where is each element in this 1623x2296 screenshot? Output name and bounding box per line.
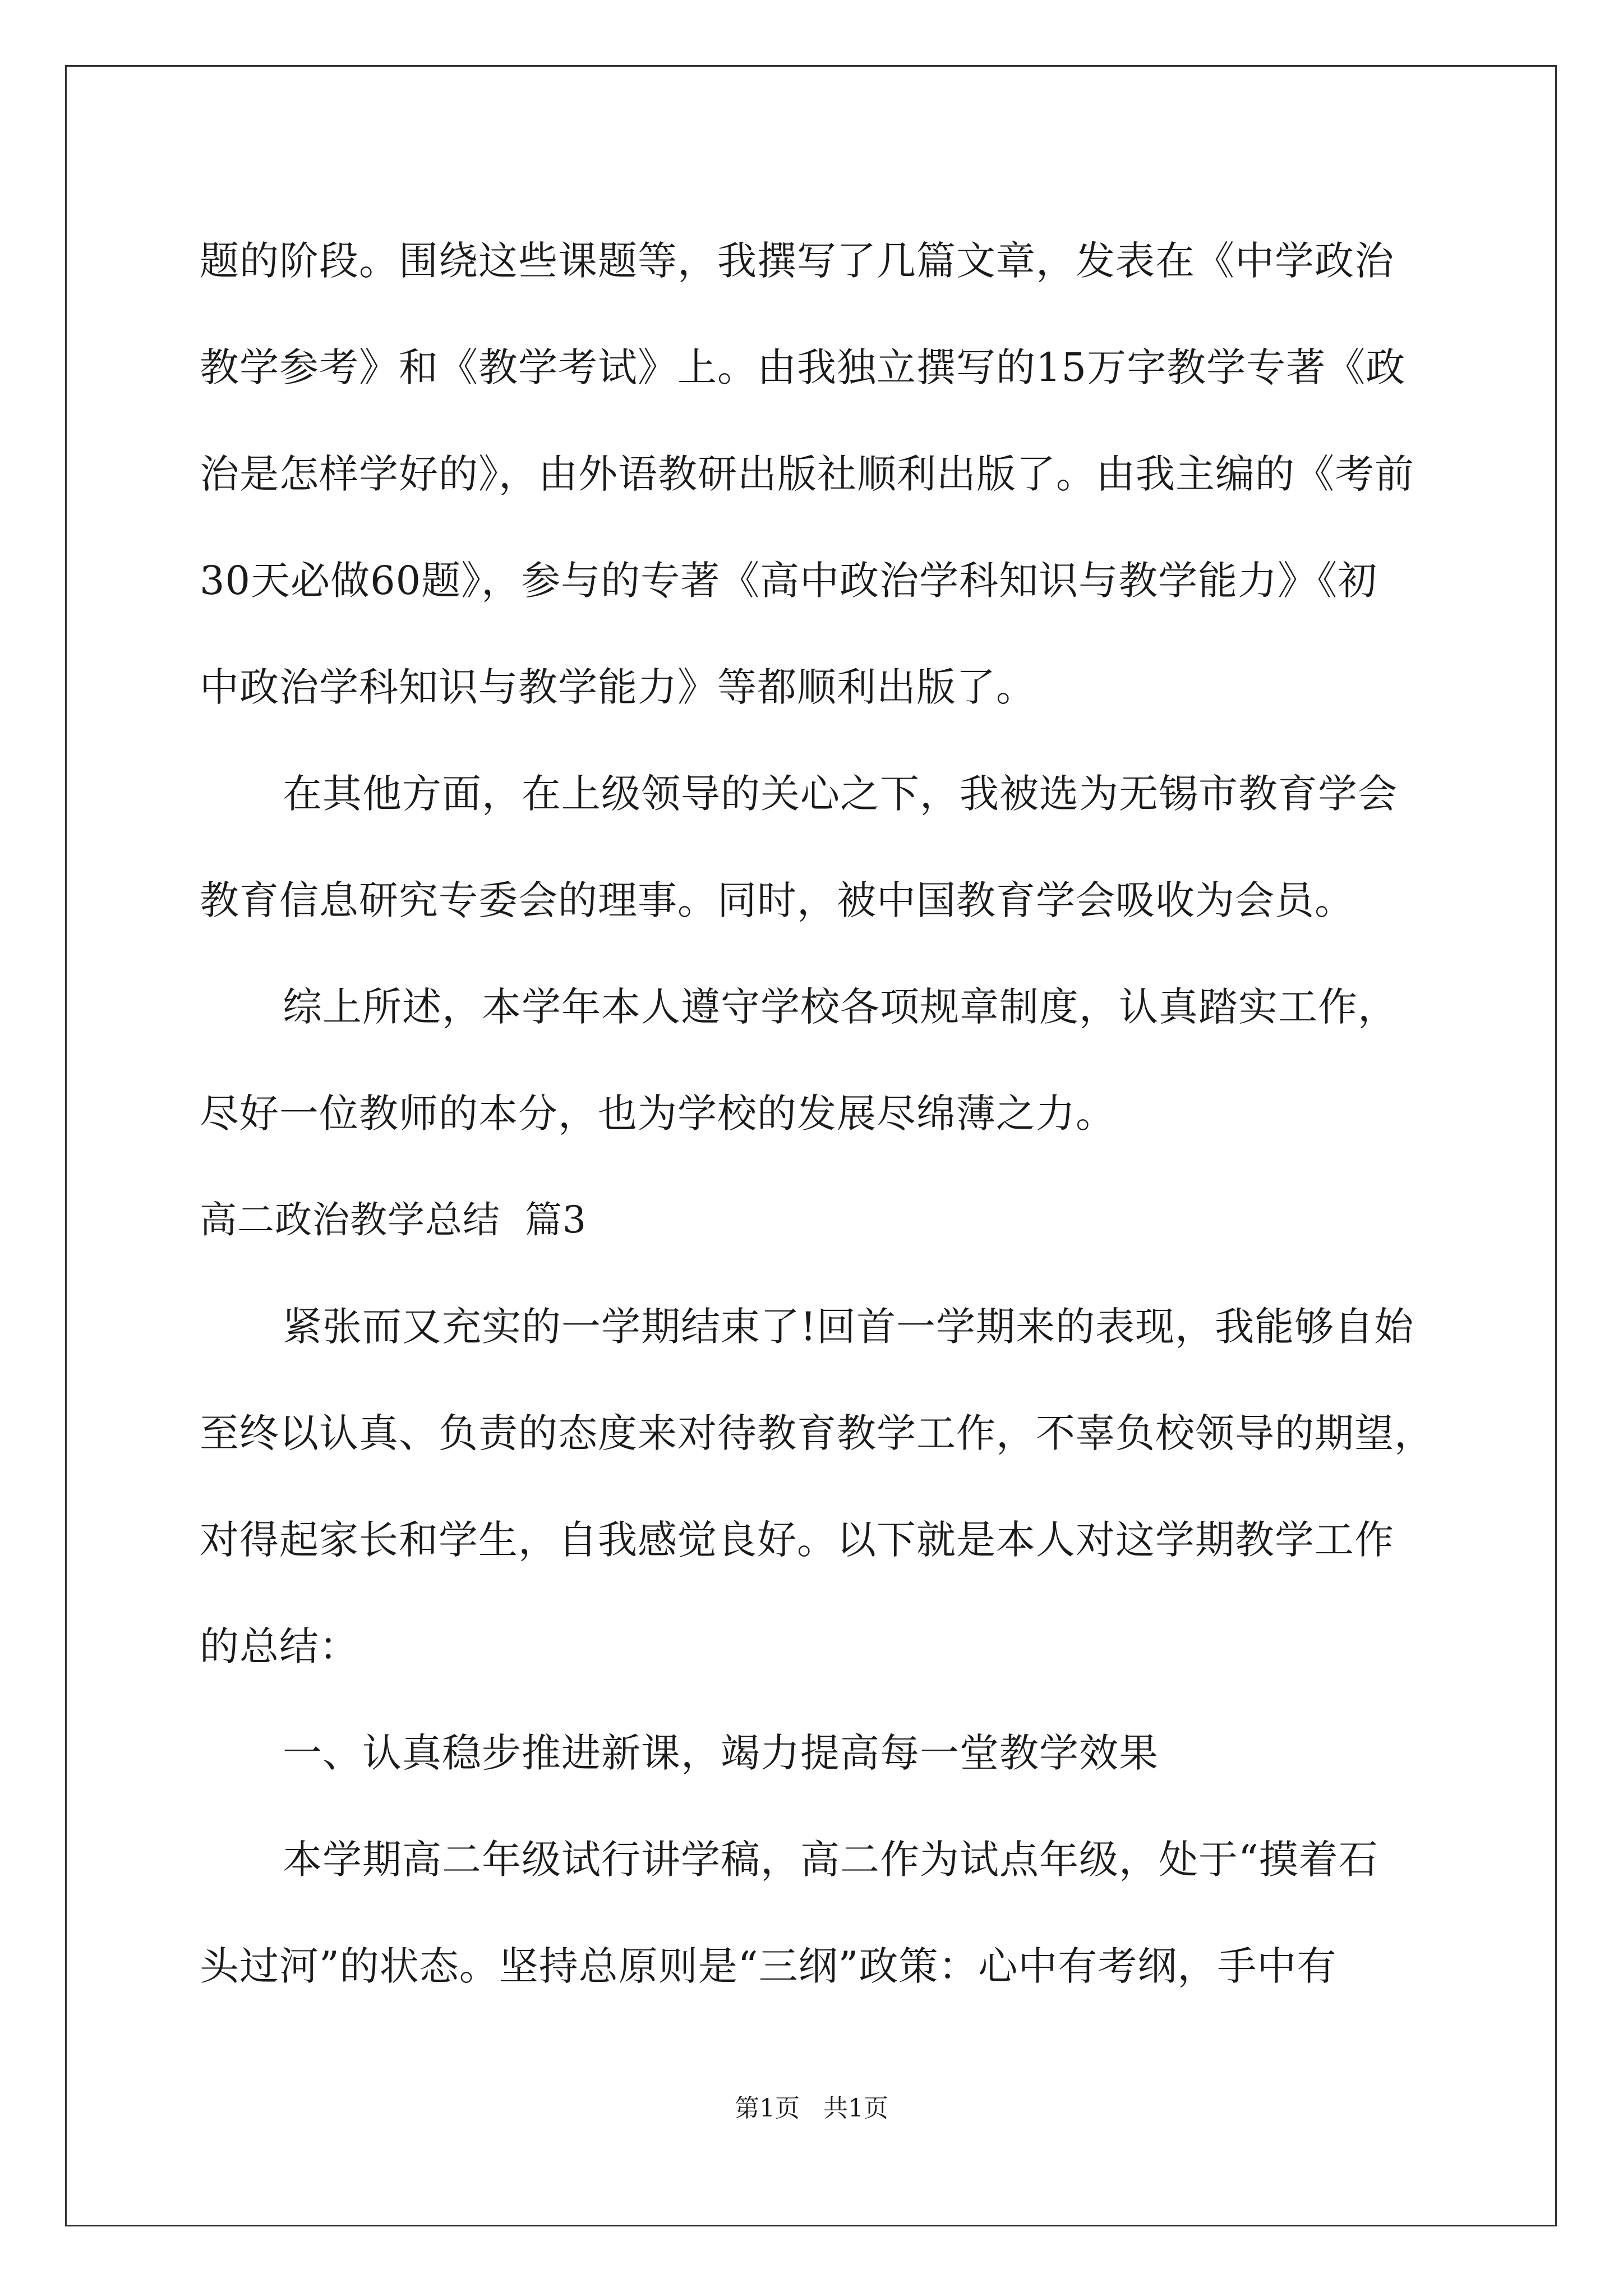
paragraph-line: 治是怎样学好的》，由外语教研出版社顺利出版了。由我主编的《考前 bbox=[200, 451, 1414, 497]
page-footer: 第1页 共1页 bbox=[735, 2094, 888, 2123]
section-heading: 高二政治教学总结 篇3 bbox=[200, 1198, 587, 1241]
paragraph-line: 尽好一位教师的本分，也为学校的发展尽绵薄之力。 bbox=[200, 1091, 1115, 1137]
paragraph-line: 在其他方面，在上级领导的关心之下，我被选为无锡市教育学会 bbox=[283, 771, 1398, 817]
paragraph-line: 30天必做60题》，参与的专著《高中政治学科知识与教学能力》《初 bbox=[200, 558, 1378, 604]
paragraph-line: 至终以认真、负责的态度来对待教育教学工作，不辜负校领导的期望， bbox=[200, 1410, 1434, 1456]
paragraph-line: 中政治学科知识与教学能力》等都顺利出版了。 bbox=[200, 664, 1036, 710]
paragraph-line: 头过河”的状态。坚持总原则是“三纲”政策：心中有考纲，手中有 bbox=[200, 1943, 1337, 1989]
subsection-title: 一、认真稳步推进新课，竭力提高每一堂教学效果 bbox=[283, 1730, 1159, 1776]
paragraph-line: 综上所述，本学年本人遵守学校各项规章制度，认真踏实工作， bbox=[283, 984, 1398, 1030]
paragraph-line: 对得起家长和学生，自我感觉良好。以下就是本人对这学期教学工作 bbox=[200, 1517, 1394, 1563]
paragraph-line: 紧张而又充实的一学期结束了!回首一学期来的表现，我能够自始 bbox=[283, 1304, 1414, 1350]
paragraph-line: 教学参考》和《教学考试》上。由我独立撰写的15万字教学专著《政 bbox=[200, 344, 1406, 390]
document-body bbox=[200, 208, 1484, 2019]
paragraph-line: 题的阶段。围绕这些课题等，我撰写了几篇文章，发表在《中学政治 bbox=[200, 238, 1394, 284]
paragraph-line: 的总结： bbox=[200, 1623, 359, 1669]
paragraph-line: 教育信息研究专委会的理事。同时，被中国教育学会吸收为会员。 bbox=[200, 877, 1354, 923]
paragraph-line: 本学期高二年级试行讲学稿，高二作为试点年级，处于“摸着石 bbox=[283, 1837, 1378, 1883]
